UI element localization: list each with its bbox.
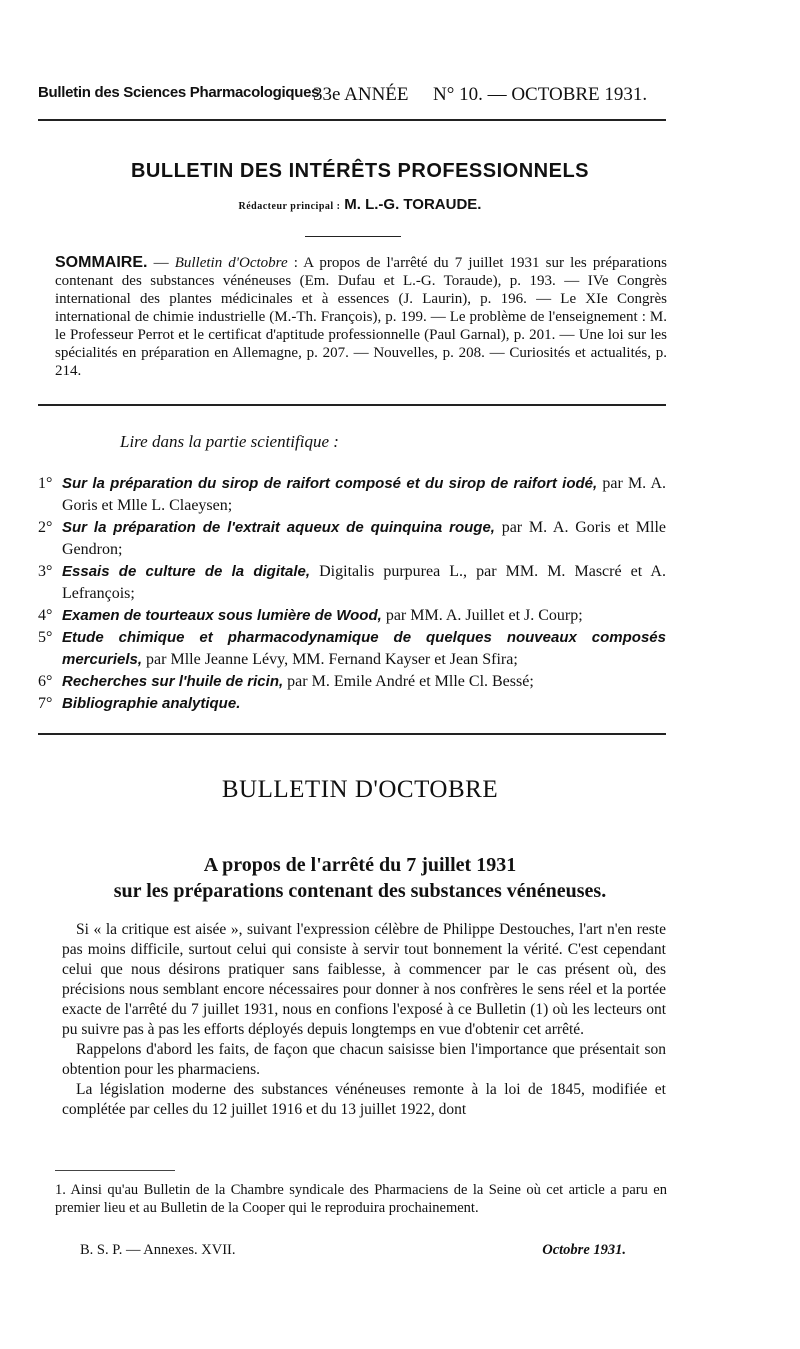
sommaire-dash: — (147, 255, 175, 271)
paragraph: Rappelons d'abord les faits, de façon que chacun saisisse bien l'importance que présentait son obtention pour les pharmaciens. (62, 1041, 666, 1078)
item-number: 4° (38, 607, 53, 624)
item-title: Examen de tourteaux sous lumière de Wood, (62, 607, 382, 624)
item-title: Etude chimique et pharmacodynamique de quelques nouveaux composés mercuriels, (62, 629, 666, 668)
journal-title: Bulletin des Sciences Pharmacologiques (38, 84, 320, 101)
issue-label: N° 10. — OCTOBRE 1931. (433, 84, 648, 105)
footnote: 1. Ainsi qu'au Bulletin de la Chambre syndicale des Pharmaciens de la Seine où cet article a paru en premier lieu et au Bulletin de la Cooper qui le reproduira prochainement. (55, 1182, 667, 1216)
list-item (38, 627, 666, 671)
article-title-line-2: sur les préparations contenant des substances vénéneuses. (113, 880, 607, 902)
item-number: 3° (38, 563, 53, 580)
list-item (38, 671, 666, 693)
item-authors: Digitalis purpurea L., par MM. M. Mascré et A. Lefrançois; (62, 563, 666, 602)
article-body (62, 920, 666, 1120)
list-item (38, 517, 666, 561)
lire-heading: Lire dans la partie scientifique : (120, 432, 339, 451)
sommaire-label: SOMMAIRE. (55, 254, 148, 271)
footnote-rule (55, 1170, 175, 1171)
paragraph: La législation moderne des substances vénéneuses remonte à la loi de 1845, modifiée et complétée par celles du 12 juillet 1916 et du 13 juillet 1922, dont (62, 1081, 666, 1118)
short-rule (305, 236, 401, 237)
item-number: 5° (38, 629, 53, 646)
item-authors: par MM. A. Juillet et J. Courp; (381, 607, 583, 624)
list-item (38, 693, 666, 715)
item-number: 1° (38, 475, 53, 492)
item-title: Sur la préparation du sirop de raifort composé et du sirop de raifort iodé, (62, 475, 598, 492)
scientific-list (38, 473, 666, 715)
sommaire-text: : A propos de l'arrêté du 7 juillet 1931 sur les préparations contenant des substances vénéneuses (Em. Dufau et L.-G. Toraude), p. 193. — IVe Congrès international des plantes médicinales et à essences (J. Laurin), p. 196. — Le XIe Congrès international de chimie industrielle (M.-Th. François), p. 199. — Le problème de l'enseignement : M. le Professeur Perrot et le certificat d'aptitude professionnelle (Paul Garnal), p. 201. — Une loi sur les spécialités en préparation en Allemagne, p. 207. — Nouvelles, p. 208. — Curiosités et actualités, p. 214. (55, 255, 668, 379)
section-title: BULLETIN DES INTÉRÊTS PROFESSIONNELS (130, 160, 590, 182)
item-title: Essais de culture de la digitale, (62, 563, 311, 580)
editor-line (0, 196, 720, 214)
editor-name: M. L.-G. TORAUDE. (344, 196, 482, 213)
footer-left: B. S. P. — Annexes. XVII. (80, 1242, 236, 1258)
article-title-line-1: A propos de l'arrêté du 7 juillet 1931 (203, 854, 517, 876)
bulletin-title: BULLETIN D'OCTOBRE (221, 776, 499, 803)
item-number: 6° (38, 673, 53, 690)
sommaire-bulletin-label: Bulletin d'Octobre (174, 255, 288, 271)
footer-right: Octobre 1931. (542, 1242, 626, 1258)
item-authors: par M. A. Goris et Mlle Gendron; (62, 519, 666, 558)
year-label: 33e ANNÉE (313, 84, 409, 105)
list-item (38, 561, 666, 605)
list-item (38, 473, 666, 517)
sommaire-block (55, 254, 667, 380)
item-authors: par M. Emile André et Mlle Cl. Bessé; (283, 673, 534, 690)
item-title: Bibliographie analytique. (62, 695, 241, 712)
item-authors: par M. A. Goris et Mlle L. Claeysen; (62, 475, 667, 514)
list-item (38, 605, 666, 627)
editor-label: Rédacteur principal : (238, 201, 341, 212)
article-title (0, 852, 720, 904)
list-rule (38, 733, 666, 735)
item-title: Recherches sur l'huile de ricin, (62, 673, 284, 690)
item-number: 2° (38, 519, 53, 536)
header-rule (38, 119, 666, 121)
item-authors: par Mlle Jeanne Lévy, MM. Fernand Kayser et Jean Sfira; (142, 651, 518, 668)
running-header (38, 84, 668, 114)
item-title: Sur la préparation de l'extrait aqueux de quinquina rouge, (62, 519, 495, 536)
paragraph: Si « la critique est aisée », suivant l'expression célèbre de Philippe Destouches, l'art n'en reste pas moins difficile, surtout celui qui consiste à servir tout bonnement la vérité. C'est cependant celui que nous désirons pratiquer sans faiblesse, à commencer par le cas présent où, des précisions nous semblant encore nécessaires pour donner à nos confrères le sens réel et la portée exacte de l'arrêté du 7 juillet 1931, nous en confions l'exposé à ce Bulletin (1) où les lecteurs ont pu suivre pas à pas les efforts déployés depuis longtemps en vue d'obtenir cet arrêté. (62, 921, 666, 1038)
item-number: 7° (38, 695, 53, 712)
sommaire-rule (38, 404, 666, 406)
